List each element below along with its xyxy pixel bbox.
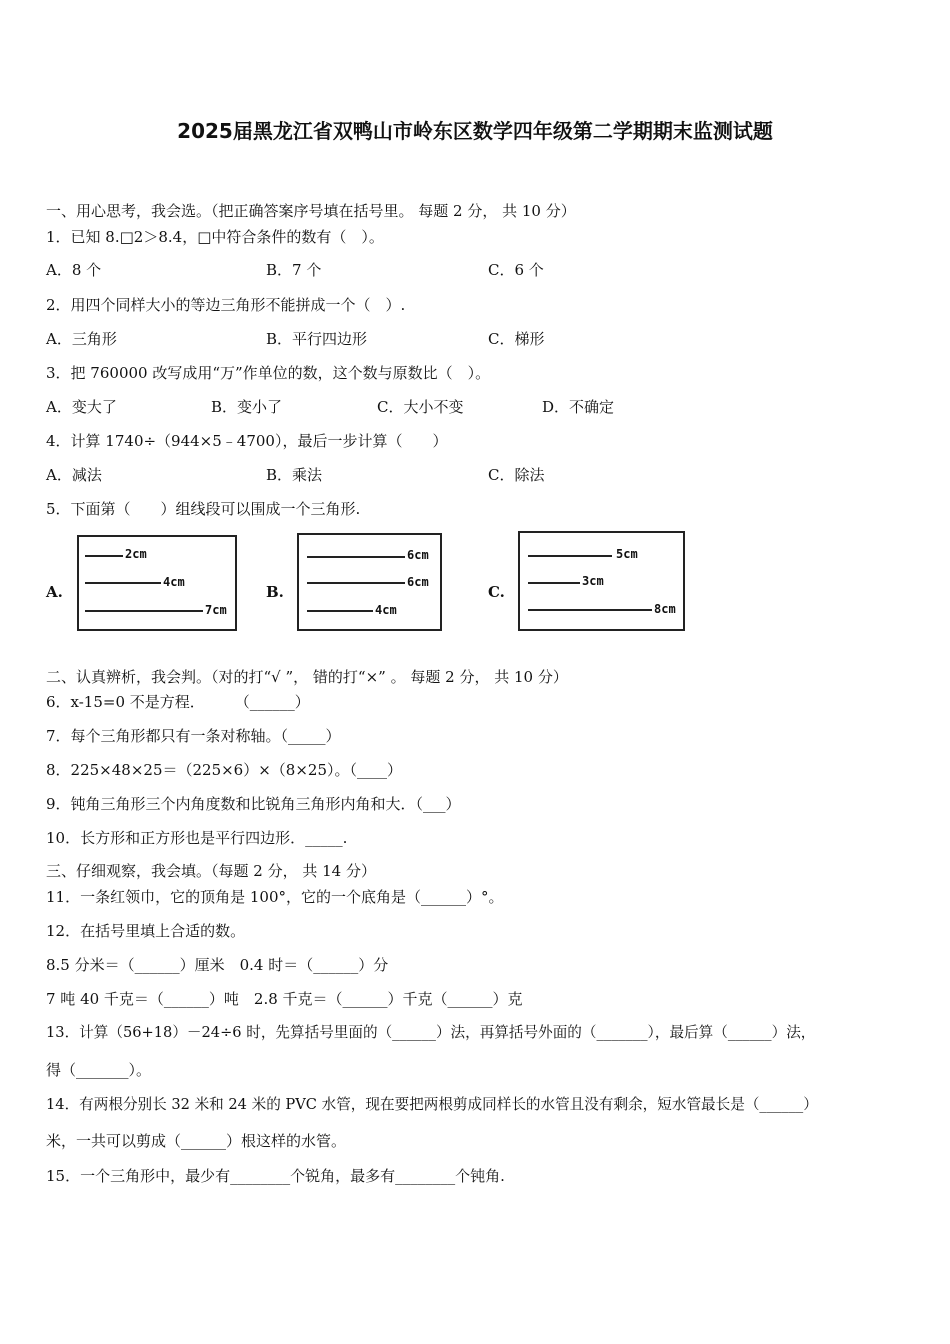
question-13-line-1: 13．计算（56+18）－24÷6 时，先算括号里面的（______）法，再算括号外面的（_______），最后算（______）法，	[46, 1024, 816, 1041]
question-14-line-1: 14．有两根分别长 32 米和 24 米的 PVC 水管，现在要把两根剪成同样长的水管且没有剩余，短水管最长是（______）	[46, 1096, 818, 1113]
segment-length-label: 5cm	[616, 547, 638, 561]
q5-option-a-label[interactable]: A.	[46, 583, 63, 601]
segment-length-label: 7cm	[205, 603, 227, 617]
q1-option-a[interactable]: A．8 个	[46, 261, 102, 279]
q2-option-c[interactable]: C．梯形	[488, 330, 545, 348]
question-5: 5．下面第（ ）组线段可以围成一个三角形.	[46, 500, 361, 518]
question-2: 2．用四个同样大小的等边三角形不能拼成一个（ ）.	[46, 296, 406, 314]
q5-figure-c[interactable]	[518, 531, 685, 631]
segment-line	[85, 610, 203, 612]
question-12-line-2: 7 吨 40 千克＝（______）吨 2.8 千克＝（______）千克（______）克	[46, 990, 523, 1008]
question-3: 3．把 760000 改写成用“万”作单位的数，这个数与原数比（ ）。	[46, 364, 491, 382]
question-9: 9．钝角三角形三个内角度数和比锐角三角形内角和大．（___）	[46, 795, 461, 813]
q4-option-a[interactable]: A．减法	[46, 466, 102, 484]
segment-line	[528, 555, 612, 557]
segment-length-label: 2cm	[125, 547, 147, 561]
segment-line	[307, 610, 373, 612]
q4-option-b[interactable]: B．乘法	[266, 466, 323, 484]
q2-option-b[interactable]: B．平行四边形	[266, 330, 368, 348]
section-3-heading: 三、仔细观察，我会填。（每题 2 分， 共 14 分）	[46, 862, 376, 880]
segment-line	[307, 556, 405, 558]
question-14-line-2: 米，一共可以剪成（______）根这样的水管。	[46, 1132, 347, 1150]
section-1-heading: 一、用心思考，我会选。（把正确答案序号填在括号里。 每题 2 分， 共 10 分）	[46, 202, 576, 220]
question-15: 15．一个三角形中，最少有________个锐角，最多有________个钝角.	[46, 1167, 505, 1185]
q3-option-d[interactable]: D．不确定	[542, 398, 615, 416]
segment-line	[307, 582, 405, 584]
question-10: 10．长方形和正方形也是平行四边形．_____.	[46, 829, 348, 847]
q5-option-b-label[interactable]: B.	[266, 583, 284, 601]
segment-line	[85, 582, 161, 584]
question-12-line-1: 8.5 分米＝（______）厘米 0.4 时＝（______）分	[46, 956, 389, 974]
q3-option-b[interactable]: B．变小了	[211, 398, 283, 416]
question-11: 11．一条红领巾，它的顶角是 100°，它的一个底角是（______）°。	[46, 888, 504, 906]
page-title: 2025届黑龙江省双鸭山市岭东区数学四年级第二学期期末监测试题	[177, 119, 773, 143]
q5-figure-b[interactable]	[297, 533, 442, 631]
segment-length-label: 6cm	[407, 548, 429, 562]
question-4: 4．计算 1740÷（944×5﹣4700），最后一步计算（ ）	[46, 432, 448, 450]
q5-option-c-label[interactable]: C.	[488, 583, 505, 601]
segment-length-label: 3cm	[582, 574, 604, 588]
question-8: 8．225×48×25＝（225×6）×（8×25）。（____）	[46, 761, 402, 779]
q3-option-a[interactable]: A．变大了	[46, 398, 117, 416]
segment-line	[528, 582, 580, 584]
question-6: 6．x-15=0 不是方程． （______）	[46, 693, 310, 711]
question-1: 1．已知 8.□2＞8.4，□中符合条件的数有（ ）。	[46, 228, 384, 246]
question-12: 12．在括号里填上合适的数。	[46, 922, 246, 940]
segment-length-label: 4cm	[375, 603, 397, 617]
segment-line	[85, 555, 123, 557]
q1-option-b[interactable]: B．7 个	[266, 261, 322, 279]
q1-option-c[interactable]: C．6 个	[488, 261, 544, 279]
section-2-heading: 二、认真辨析，我会判。（对的打“√ ”， 错的打“×” 。 每题 2 分， 共 10 分）	[46, 668, 568, 686]
q5-figure-a[interactable]	[77, 535, 237, 631]
segment-length-label: 4cm	[163, 575, 185, 589]
question-13-line-2: 得（_______）。	[46, 1061, 152, 1079]
segment-length-label: 8cm	[654, 602, 676, 616]
q3-option-c[interactable]: C．大小不变	[377, 398, 464, 416]
q2-option-a[interactable]: A．三角形	[46, 330, 117, 348]
segment-line	[528, 609, 652, 611]
question-7: 7．每个三角形都只有一条对称轴。（_____）	[46, 727, 341, 745]
segment-length-label: 6cm	[407, 575, 429, 589]
q4-option-c[interactable]: C．除法	[488, 466, 545, 484]
